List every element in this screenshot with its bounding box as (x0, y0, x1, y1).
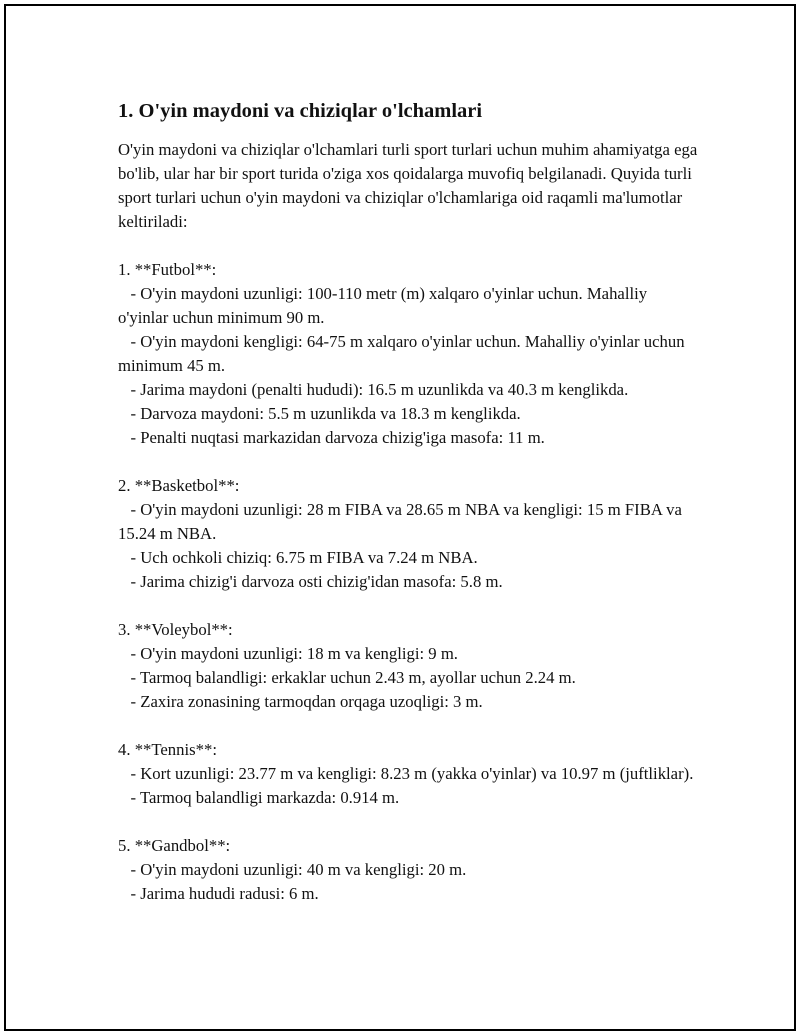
section-basketbol (118, 474, 698, 594)
list-item: - O'yin maydoni kengligi: 64-75 m xalqaro o'yinlar uchun. Mahalliy o'yinlar uchun minimum 45 m. (118, 332, 689, 375)
section-heading: 4. **Tennis**: (118, 740, 217, 759)
list-item: - Penalti nuqtasi markazidan darvoza chizig'iga masofa: 11 m. (118, 428, 545, 447)
document-page (4, 4, 796, 1031)
page-title: 1. O'yin maydoni va chiziqlar o'lchamlari (118, 100, 483, 122)
section-heading: 1. **Futbol**: (118, 260, 217, 279)
list-item: - Zaxira zonasining tarmoqdan orqaga uzoqligi: 3 m. (118, 692, 483, 711)
list-item: - O'yin maydoni uzunligi: 28 m FIBA va 28.65 m NBA va kengligi: 15 m FIBA va 15.24 m NBA. (118, 500, 687, 543)
list-item: - Uch ochkoli chiziq: 6.75 m FIBA va 7.24 m NBA. (118, 548, 478, 567)
list-item: - Tarmoq balandligi markazda: 0.914 m. (118, 788, 400, 807)
list-item: - Jarima hududi radusi: 6 m. (118, 884, 319, 903)
section-gandbol (118, 834, 698, 906)
list-item: - Tarmoq balandligi: erkaklar uchun 2.43 m, ayollar uchun 2.24 m. (118, 668, 576, 687)
intro-paragraph: O'yin maydoni va chiziqlar o'lchamlari turli sport turlari uchun muhim ahamiyatga ega bo'lib, ular har bir sport turida o'ziga xos qoidalarga muvofiq belgilanadi. Quyida turli sport turlari uchun o'yin maydoni va chiziqlar o'lchamlariga oid raqamli ma'lumotlar keltiriladi: (118, 140, 698, 231)
list-item: - Jarima maydoni (penalti hududi): 16.5 m uzunlikda va 40.3 m kenglikda. (118, 380, 629, 399)
list-item: - O'yin maydoni uzunligi: 100-110 metr (m) xalqaro o'yinlar uchun. Mahalliy o'yinlar uchun minimum 90 m. (118, 284, 652, 327)
section-heading: 5. **Gandbol**: (118, 836, 231, 855)
list-item: - Jarima chizig'i darvoza osti chizig'idan masofa: 5.8 m. (118, 572, 503, 591)
section-heading: 2. **Basketbol**: (118, 476, 240, 495)
list-item: - O'yin maydoni uzunligi: 40 m va kengligi: 20 m. (118, 860, 467, 879)
list-item: - Darvoza maydoni: 5.5 m uzunlikda va 18.3 m kenglikda. (118, 404, 521, 423)
section-heading: 3. **Voleybol**: (118, 620, 233, 639)
section-voleybol (118, 618, 698, 714)
list-item: - O'yin maydoni uzunligi: 18 m va kengligi: 9 m. (118, 644, 458, 663)
section-tennis (118, 738, 698, 810)
document-content (118, 98, 698, 930)
section-futbol (118, 258, 698, 450)
list-item: - Kort uzunligi: 23.77 m va kengligi: 8.23 m (yakka o'yinlar) va 10.97 m (juftliklar). (118, 764, 694, 783)
